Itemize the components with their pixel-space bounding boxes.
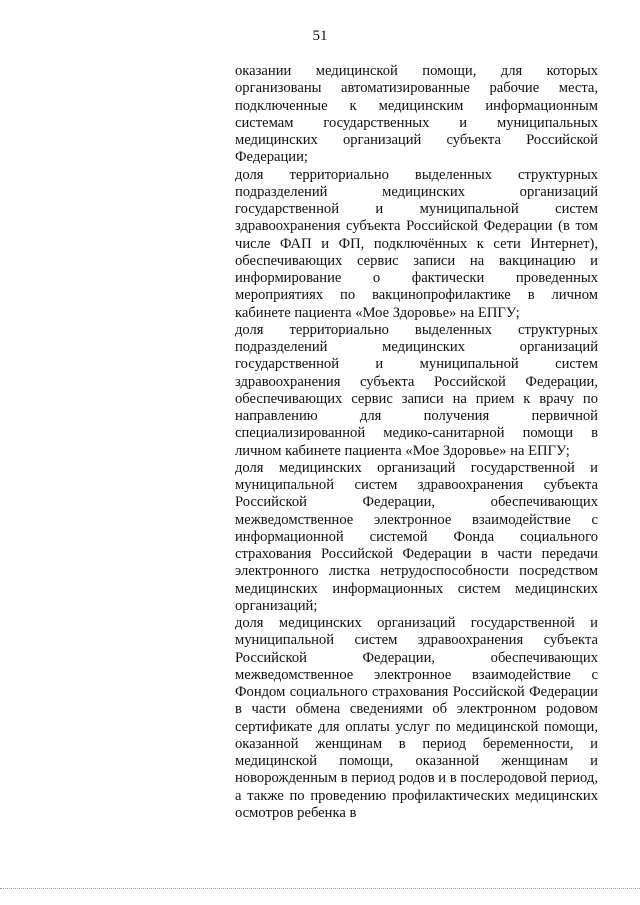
paragraph-vaccination-service: доля территориально выделенных структурных подразделений медицинских организаций государственной и муниципальной систем здравоохранения субъекта Российской Федерации (в том числе ФАП и ФП, подключённых к сети Интернет), обеспечивающих сервис записи на вакцинацию и информирование о фактически проведенных мероприятиях по вакцинопрофилактике в личном кабинете пациента «Мое Здоровье» на ЕПГУ; xyxy=(235,166,598,321)
page-bottom-edge-rule xyxy=(0,888,640,889)
paragraph-birth-certificate-exchange: доля медицинских организаций государственной и муниципальной систем здравоохранения субъекта Российской Федерации, обеспечивающих межведомственное электронное взаимодействие с Фондом социального страхования Российской Федерации в части обмена сведениями об электронном родовом сертификате для оплаты услуг по медицинской помощи, оказанной женщинам в период беременности, и медицинской помощи, оказанной женщинам и новорожденным в период родов и в послеродовой период, а также по проведению профилактических медицинских осмотров ребенка в xyxy=(235,615,598,821)
paragraph-referral-appointment-service: доля территориально выделенных структурных подразделений медицинских организаций государственной и муниципальной систем здравоохранения субъекта Российской Федерации, обеспечивающих сервис записи на прием к врачу по направлению для получения первичной специализированной медико-санитарной помощи в личном кабинете пациента «Мое Здоровье» на ЕПГУ; xyxy=(235,321,598,459)
document-body xyxy=(235,63,598,822)
paragraph-ais-workplaces: оказании медицинской помощи, для которых организованы автоматизированные рабочие места, подключенные к медицинским информационным системам государственных и муниципальных медицинских организаций субъекта Российской Федерации; xyxy=(235,63,598,166)
page-number: 51 xyxy=(312,28,328,44)
paragraph-sick-leave-exchange: доля медицинских организаций государственной и муниципальной систем здравоохранения субъекта Российской Федерации, обеспечивающих межведомственное электронное взаимодействие с информационной системой Фонда социального страхования Российской Федерации в части передачи электронного листка нетрудоспособности посредством медицинских информационных систем медицинских организаций; xyxy=(235,459,598,614)
